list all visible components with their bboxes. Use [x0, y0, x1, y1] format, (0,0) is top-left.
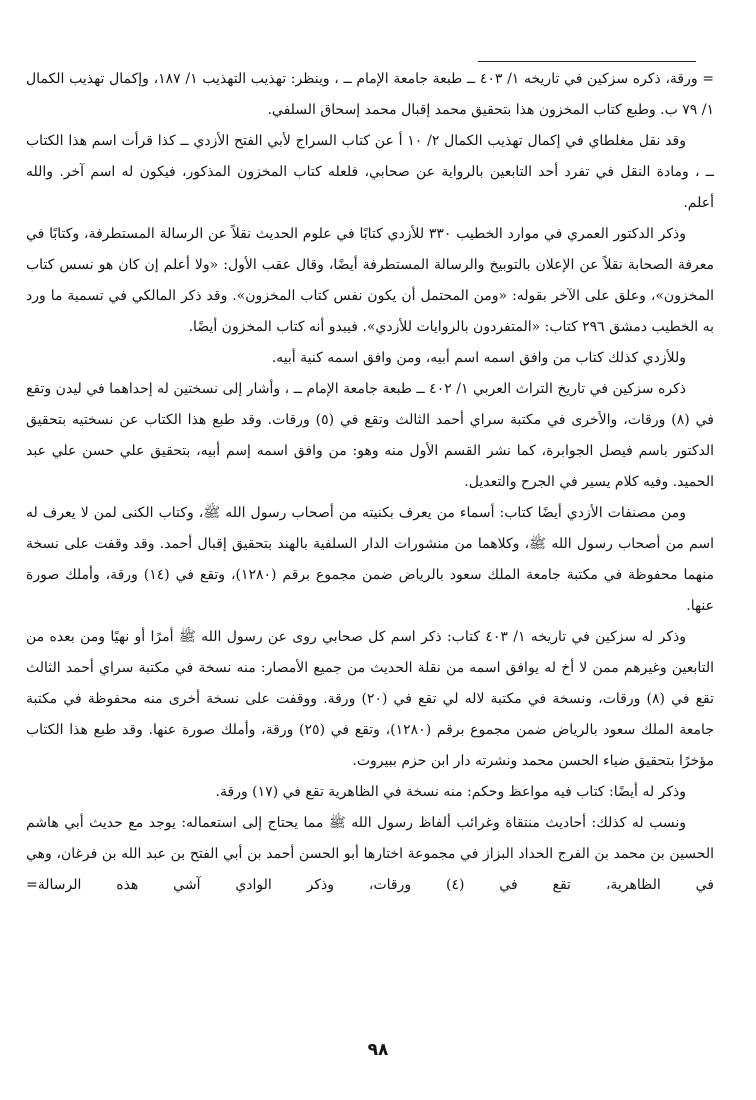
paragraph-mawaiz: وذكر له أيضًا: كتاب فيه مواعظ وحكم: منه نسخة في الظاهرية تقع في (١٧) ورقة. — [215, 784, 686, 800]
paragraph-sezgin-402: ذكره سزكين في تاريخ التراث العربي ١/ ٤٠٢ ــ طبعة جامعة الإمام ــ ، وأشار إلى نسختين له إحداهما في ليدن وتقع في (٨) ورقات، والأخرى في مكتبة سراي أحمد الثالث وتقع في (٥) ورقات. وقد طبع هذا الكتاب عن نسختيه بتحقيق الدكتور باسم فيصل الجوابرة، كما نشر القسم الأول منه وهو: من وافق اسمه إسم أبيه، بتحقيق علي حسن علي عبد الحميد. وفيه كلام يسير في الجرح والتعديل. — [26, 381, 715, 490]
paragraph-ahadith: ونسب له كذلك: أحاديث منتقاة وغرائب ألفاظ رسول الله ﷺ مما يحتاج إلى استعماله: يوجد مع حديث أبي هاشم الحسين بن محمد بن الفرج الحداد البزاز في مجموعة اختارها أبو الحسن أحمد بن أبي الفتح بن عبد الله بن فرغان، وهي في الظاهرية، تقع في (٤) ورقات، وذكر الوادي آشي هذه الرسالة= — [26, 815, 714, 893]
paragraph-sezgin-403: وذكر له سزكين في تاريخه ١/ ٤٠٣ كتاب: ذكر اسم كل صحابي روى عن رسول الله ﷺ أمرًا أو نهيًا ومن بعده من التابعين وغيرهم ممن لا أخ له يوافق اسمه من نقلة الحديث من جميع الأمصار: منه نسخة في مكتبة سراي أحمد الثالث تقع في (٨) ورقات، ونسخة في مكتبة لاله لي تقع في (٢٠) ورقة. ووقفت على نسخة أخرى منه محفوظة في مكتبة جامعة الملك سعود بالرياض ضمن مجموع برقم (١٢٨٠)، وتقع في (٢٥) ورقة، وأملك صورة عنها. وقد طبع هذا الكتاب مؤخرًا بتحقيق ضياء الحسن محمد ونشرته دار ابن حزم ببيروت. — [26, 629, 714, 769]
page-number: ٩٨ — [367, 1040, 389, 1060]
paragraph-kuna: ومن مصنفات الأزدي أيضًا كتاب: أسماء من يعرف بكنيته من أصحاب رسول الله ﷺ، وكتاب الكنى لمن لا يعرف له اسم من أصحاب رسول الله ﷺ، وكلاهما من منشورات الدار السلفية بالهند بتحقيق إقبال أحمد. وقد وقفت على نسخة منهما محفوظة في مكتبة جامعة الملك سعود بالرياض ضمن مجموع برقم (١٢٨٠)، وتقع في (١٤) ورقة، وأملك صورة عنها. — [26, 505, 714, 614]
footnote-body — [26, 64, 714, 901]
paragraph-mughaltay: وقد نقل مغلطاي في إكمال تهذيب الكمال ٢/ ١٠ أ عن كتاب السراج لأبي الفتح الأزدي ــ كذا قرأت اسم هذا الكتاب ــ ، ومادة النقل في تفرد أحد التابعين بالرواية عن صحابي، فلعله كتاب المخزون المذكور، فيكون له اسم آخر. والله أعلم. — [26, 133, 714, 211]
footnote-separator-rule — [478, 61, 696, 62]
paragraph-continuation: = ورقة، ذكره سزكين في تاريخه ١/ ٤٠٣ ــ طبعة جامعة الإمام ــ ، وينظر: تهذيب التهذيب ١/ ١٨٧، وإكمال تهذيب الكمال ١/ ٧٩ ب. وطبع كتاب المخزون هذا بتحقيق محمد إقبال محمد إسحاق السلفي. — [26, 71, 714, 118]
paragraph-name-matching: وللأزدي كذلك كتاب من وافق اسمه اسم أبيه، ومن وافق اسمه كنية أبيه. — [271, 350, 686, 366]
paragraph-umari: وذكر الدكتور العمري في موارد الخطيب ٣٣٠ للأزدي كتابًا في علوم الحديث نقلاً عن الرسالة المستطرفة، وكتابًا في معرفة الصحابة نقلاً عن الإعلان بالتوبيخ والرسالة المستطرفة أيضًا، وقال عقب الأول: «ولا أعلم إن كان هو نسس كتاب المخزون»، وعلق على الآخر بقوله: «ومن المحتمل أن يكون نفس كتاب المخزون». وقد ذكر المالكي في تسمية ما ورد به الخطيب دمشق ٢٩٦ كتاب: «المتفردون بالروايات للأزدي». فيبدو أنه كتاب المخزون أيضًا. — [26, 226, 714, 335]
